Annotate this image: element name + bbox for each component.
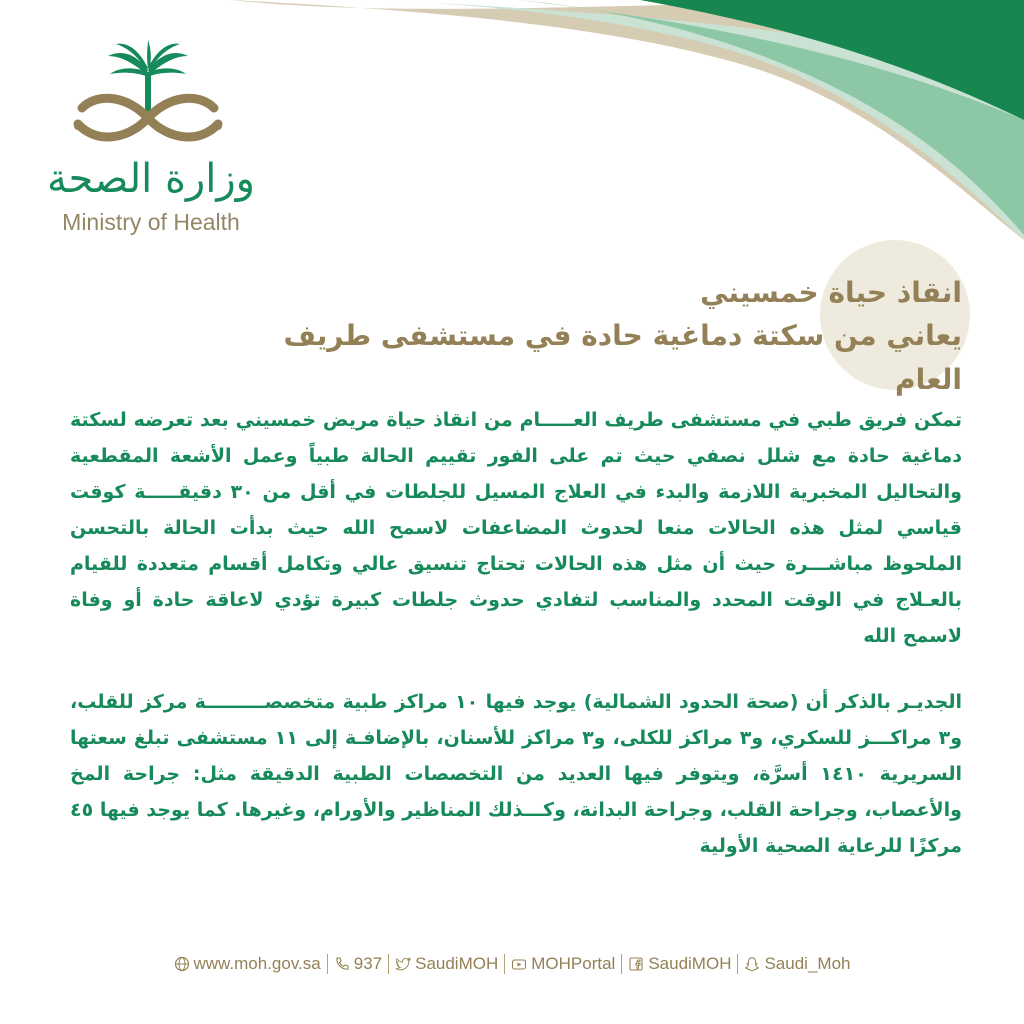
snapchat-icon [744, 956, 760, 972]
palm-and-swords-emblem-icon [68, 40, 228, 150]
phone-text: 937 [353, 954, 383, 973]
title-line-2: يعاني من سكتة دماغية حادة في مستشفى طريف العام [283, 319, 962, 396]
website-text: www.moh.gov.sa [193, 954, 321, 973]
youtube-icon [511, 956, 527, 972]
footer-facebook[interactable] [622, 954, 737, 974]
phone-icon [334, 956, 350, 972]
footer-website[interactable] [168, 954, 327, 974]
body-paragraph-1: تمكن فريق طبي في مستشفى طريف العـــــام من انقاذ حياة مريض خمسيني بعد تعرضه لسكتة دماغية حادة مع شلل نصفي حيث تم على الفور تقييم الحالة طبياً وعمل الأشعة المقطعية والتحاليل المخبرية اللازمة والبدء في العلاج المسيل للجلطات في أقل من ٣٠ دقيقـــــة كوقت قياسي لمثل هذه الحالات منعا لحدوث المضاعفات لاسمح الله حيث بدأت الحالة بالتحسن الملحوظ مباشـــرة حيث أن مثل هذه الحالات تحتاج تنسيق عالي وتكامل أقسام متعددة للقيام بالعـلاج في الوقت المحدد والمناسب لتفادي حدوث جلطات كبيرة تؤدي لاعاقة حادة أو وفاة لاسمح الله [70, 409, 962, 647]
footer-twitter[interactable] [389, 954, 504, 974]
logo-arabic-text: وزارة الصحة [47, 156, 255, 202]
twitter-text: SaudiMOH [415, 954, 499, 973]
facebook-text: SaudiMOH [648, 954, 732, 973]
footer-snapchat[interactable] [738, 954, 856, 974]
body-paragraph-2: الجديـر بالذكر أن (صحة الحدود الشمالية) يوجد فيها ١٠ مراكز طبية متخصصـــــــــة مركز للقلب، و٣ مراكـــز للسكري، و٣ مراكز للكلى، و٣ مراكز للأسنان، بالإضافـة إلى ١١ مستشفى تبلغ سعتها السريرية ١٤١٠ أسرَّة، ويتوفر فيها العديد من التخصصات الطبية الدقيقة مثل: جراحة المخ والأعصاب، وجراحة القلب، وجراحة البدانة، وكـــذلك المناظير والأورام، وغيرها. كما يوجد فيها ٤٥ مركزًا للرعاية الصحية الأولية [70, 691, 962, 857]
facebook-icon [628, 956, 644, 972]
logo-english-text: Ministry of Health [62, 209, 240, 235]
snapchat-text: Saudi_Moh [764, 954, 851, 973]
title-line-1: انقاذ حياة خمسيني [700, 276, 962, 309]
ministry-logo [40, 40, 270, 240]
twitter-icon [395, 956, 411, 972]
footer-youtube[interactable] [505, 954, 621, 974]
globe-icon [174, 956, 190, 972]
contact-footer [0, 948, 1024, 980]
footer-phone[interactable] [328, 954, 388, 974]
youtube-text: MOHPortal [531, 954, 616, 973]
article-title [242, 272, 962, 402]
